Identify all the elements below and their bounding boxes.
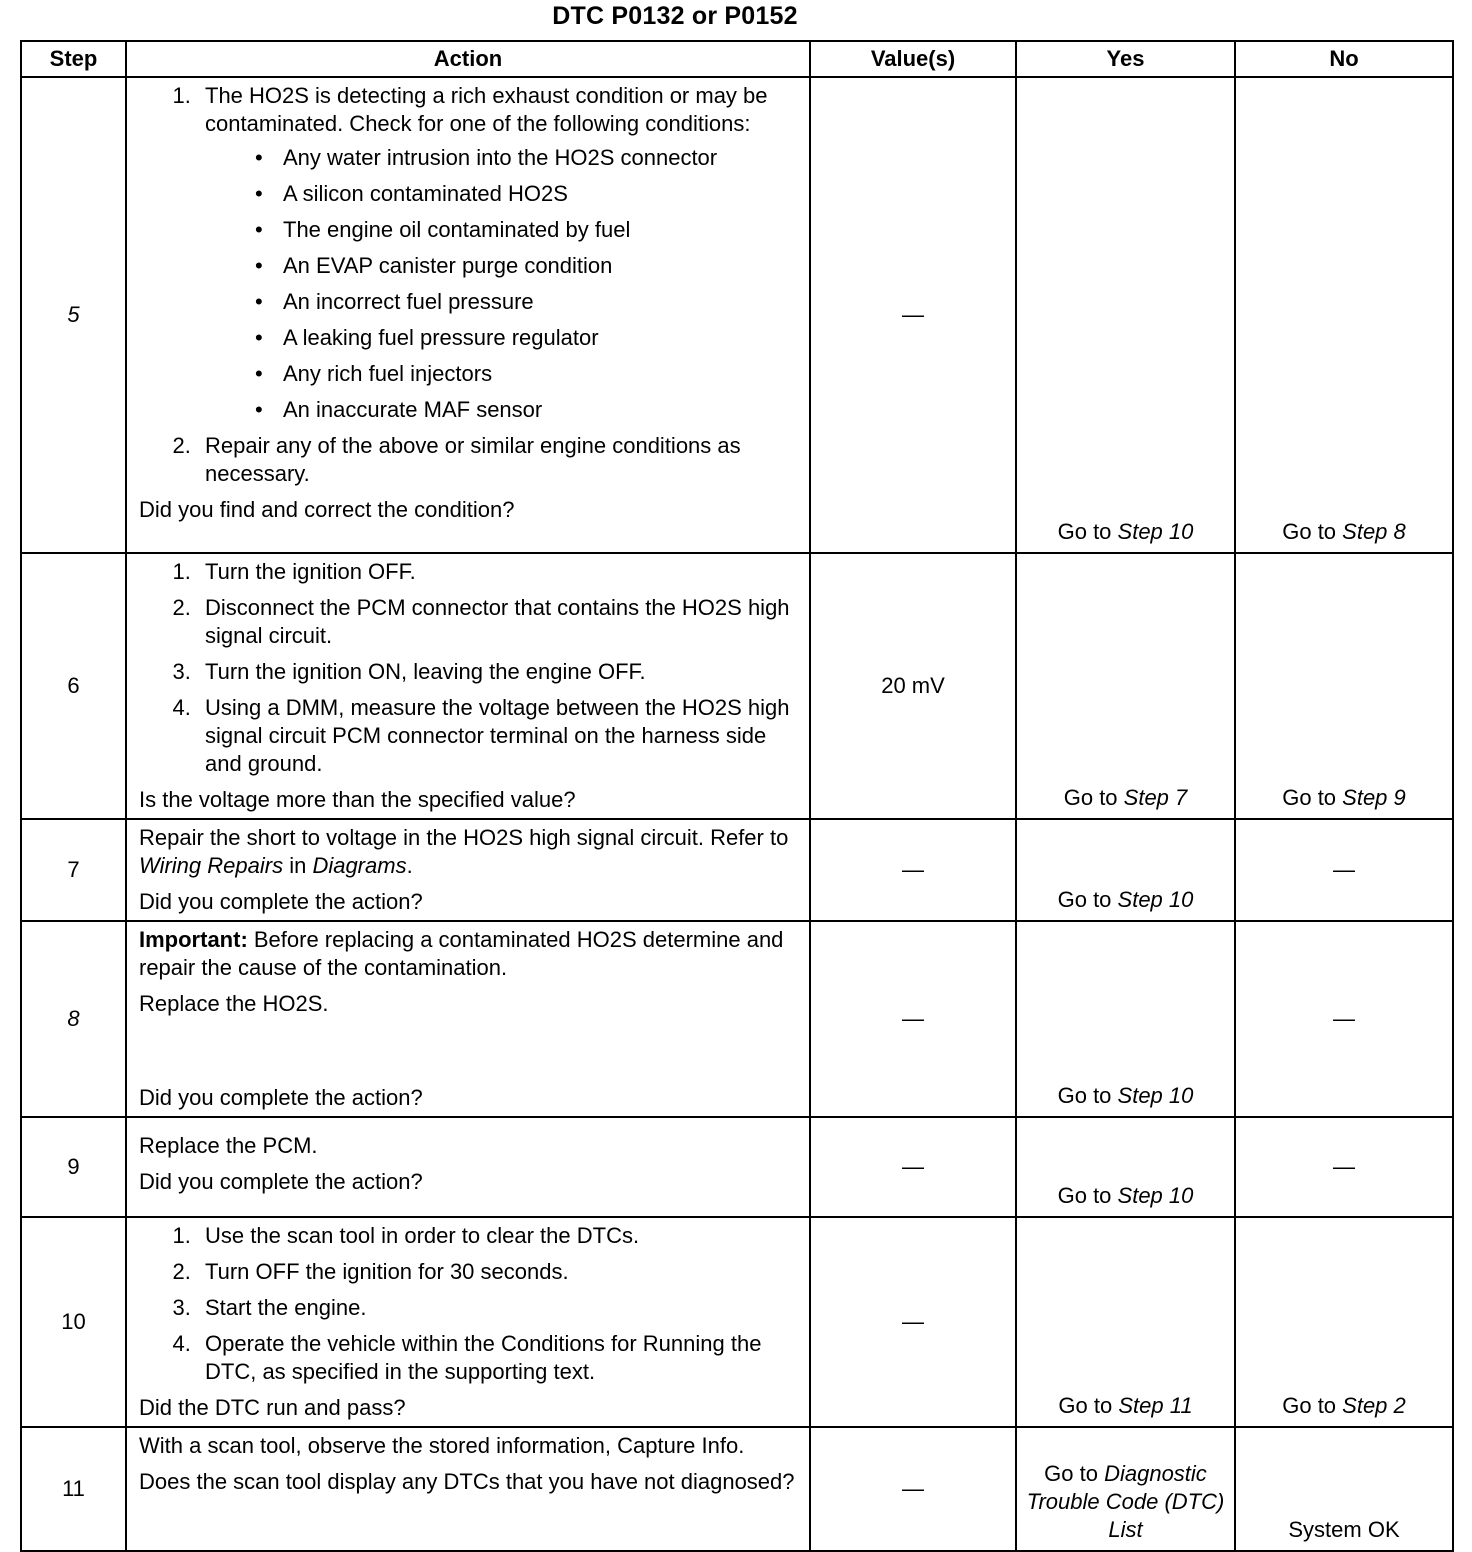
bullet-item: • Any water intrusion into the HO2S connector <box>275 144 801 172</box>
value-cell: — <box>810 77 1016 553</box>
yes-prefix: Go to <box>1057 519 1118 544</box>
bullet-item: • An EVAP canister purge condition <box>275 252 801 280</box>
yes-cell <box>1016 819 1235 921</box>
question-text: Did you complete the action? <box>139 1169 423 1194</box>
wiring-repairs-ref[interactable]: Wiring Repairs <box>139 853 284 878</box>
yes-step-link[interactable]: Step 10 <box>1117 887 1194 912</box>
yes-step-link[interactable]: Step 10 <box>1117 519 1194 544</box>
important-text: Before replacing a contaminated HO2S determine and repair the cause of the contamination. <box>139 927 784 980</box>
no-step-link[interactable]: Step 9 <box>1342 785 1406 810</box>
value-cell: — <box>810 1117 1016 1217</box>
step-number: 7 <box>21 819 126 921</box>
yes-prefix: Go to <box>1057 1183 1118 1208</box>
list-item: 4. Using a DMM, measure the voltage between the HO2S high signal circuit PCM connector terminal on the harness side and ground. <box>197 694 801 778</box>
yes-prefix: Go to <box>1057 1083 1118 1108</box>
step-number: 5 <box>21 77 126 553</box>
yes-cell <box>1016 1217 1235 1427</box>
yes-cell <box>1016 921 1235 1117</box>
diagrams-ref[interactable]: Diagrams <box>312 853 407 878</box>
table-row <box>21 77 1453 553</box>
page-title: DTC P0132 or P0152 <box>552 2 798 30</box>
action-cell <box>126 819 810 921</box>
step-number: 8 <box>21 921 126 1117</box>
no-cell: — <box>1235 819 1453 921</box>
bullet-item: • A silicon contaminated HO2S <box>275 180 801 208</box>
table-row <box>21 921 1453 1117</box>
list-item: 1. Use the scan tool in order to clear the DTCs. <box>197 1222 801 1250</box>
action-text: Replace the PCM. <box>139 1133 318 1158</box>
no-step-link[interactable]: Step 8 <box>1342 519 1406 544</box>
action-text: With a scan tool, observe the stored information, Capture Info. <box>139 1433 745 1458</box>
list-item: 2. Repair any of the above or similar engine conditions as necessary. <box>197 432 801 488</box>
action-text: The HO2S is detecting a rich exhaust condition or may be contaminated. Check for one of the following conditions: <box>205 83 768 136</box>
list-item: 3. Start the engine. <box>197 1294 801 1322</box>
question-text: Did you find and correct the condition? <box>139 497 515 522</box>
action-cell <box>126 553 810 819</box>
step-number: 6 <box>21 553 126 819</box>
bullet-item: • A leaking fuel pressure regulator <box>275 324 801 352</box>
dtc-list-link[interactable]: Diagnostic Trouble Code (DTC) List <box>1026 1461 1225 1542</box>
header-no: No <box>1235 41 1453 77</box>
bullet-item: • The engine oil contaminated by fuel <box>275 216 801 244</box>
bullet-item: • An incorrect fuel pressure <box>275 288 801 316</box>
no-cell <box>1235 1217 1453 1427</box>
header-row <box>21 41 1453 77</box>
yes-cell <box>1016 1117 1235 1217</box>
header-action: Action <box>126 41 810 77</box>
value-cell: — <box>810 1427 1016 1551</box>
no-prefix: Go to <box>1282 785 1343 810</box>
important-label: Important: <box>139 927 248 952</box>
no-cell: — <box>1235 921 1453 1117</box>
header-values: Value(s) <box>810 41 1016 77</box>
step-number: 11 <box>21 1427 126 1551</box>
value-cell: — <box>810 1217 1016 1427</box>
header-yes: Yes <box>1016 41 1235 77</box>
yes-cell <box>1016 77 1235 553</box>
table-row <box>21 1427 1453 1551</box>
question-text: Did the DTC run and pass? <box>139 1395 406 1420</box>
list-item <box>197 82 801 424</box>
table-row <box>21 553 1453 819</box>
list-item: 4. Operate the vehicle within the Conditions for Running the DTC, as specified in the supporting text. <box>197 1330 801 1386</box>
list-item: 2. Disconnect the PCM connector that contains the HO2S high signal circuit. <box>197 594 801 650</box>
important-note <box>139 926 801 982</box>
bullet-item: • An inaccurate MAF sensor <box>275 396 801 424</box>
no-prefix: Go to <box>1282 1393 1343 1418</box>
yes-prefix: Go to <box>1044 1461 1105 1486</box>
action-cell <box>126 1117 810 1217</box>
table-row <box>21 819 1453 921</box>
no-cell <box>1235 77 1453 553</box>
yes-cell <box>1016 1427 1235 1551</box>
action-cell <box>126 1427 810 1551</box>
yes-cell <box>1016 553 1235 819</box>
action-text-part: in <box>283 853 313 878</box>
yes-prefix: Go to <box>1057 887 1118 912</box>
action-text-part: . <box>406 853 413 878</box>
no-cell: System OK <box>1235 1427 1453 1551</box>
no-cell <box>1235 553 1453 819</box>
list-item: 3. Turn the ignition ON, leaving the engine OFF. <box>197 658 801 686</box>
bullet-item: • Any rich fuel injectors <box>275 360 801 388</box>
action-cell <box>126 921 810 1117</box>
action-text: Replace the HO2S. <box>139 991 329 1016</box>
yes-prefix: Go to <box>1058 1393 1119 1418</box>
action-text <box>139 824 801 880</box>
no-prefix: Go to <box>1282 519 1343 544</box>
no-cell: — <box>1235 1117 1453 1217</box>
action-cell <box>126 1217 810 1427</box>
question-text: Did you complete the action? <box>139 1085 423 1110</box>
yes-prefix: Go to <box>1063 785 1124 810</box>
value-cell: — <box>810 921 1016 1117</box>
yes-step-link[interactable]: Step 7 <box>1123 785 1188 810</box>
yes-step-link[interactable]: Step 10 <box>1117 1083 1194 1108</box>
step-number: 9 <box>21 1117 126 1217</box>
question-text: Does the scan tool display any DTCs that you have not diagnosed? <box>139 1469 795 1494</box>
step-number: 10 <box>21 1217 126 1427</box>
diagnostic-table <box>20 40 1454 1552</box>
no-step-link[interactable]: Step 2 <box>1342 1393 1406 1418</box>
question-text: Is the voltage more than the specified value? <box>139 787 576 812</box>
list-item: 1. Turn the ignition OFF. <box>197 558 801 586</box>
list-item: 2. Turn OFF the ignition for 30 seconds. <box>197 1258 801 1286</box>
value-cell: — <box>810 819 1016 921</box>
action-text-part: Repair the short to voltage in the HO2S high signal circuit. Refer to <box>139 825 789 850</box>
table-row <box>21 1117 1453 1217</box>
table-row <box>21 1217 1453 1427</box>
yes-step-link[interactable]: Step 11 <box>1118 1393 1193 1418</box>
action-cell <box>126 77 810 553</box>
header-step: Step <box>21 41 126 77</box>
value-cell: 20 mV <box>810 553 1016 819</box>
yes-step-link[interactable]: Step 10 <box>1117 1183 1194 1208</box>
question-text: Did you complete the action? <box>139 889 423 914</box>
